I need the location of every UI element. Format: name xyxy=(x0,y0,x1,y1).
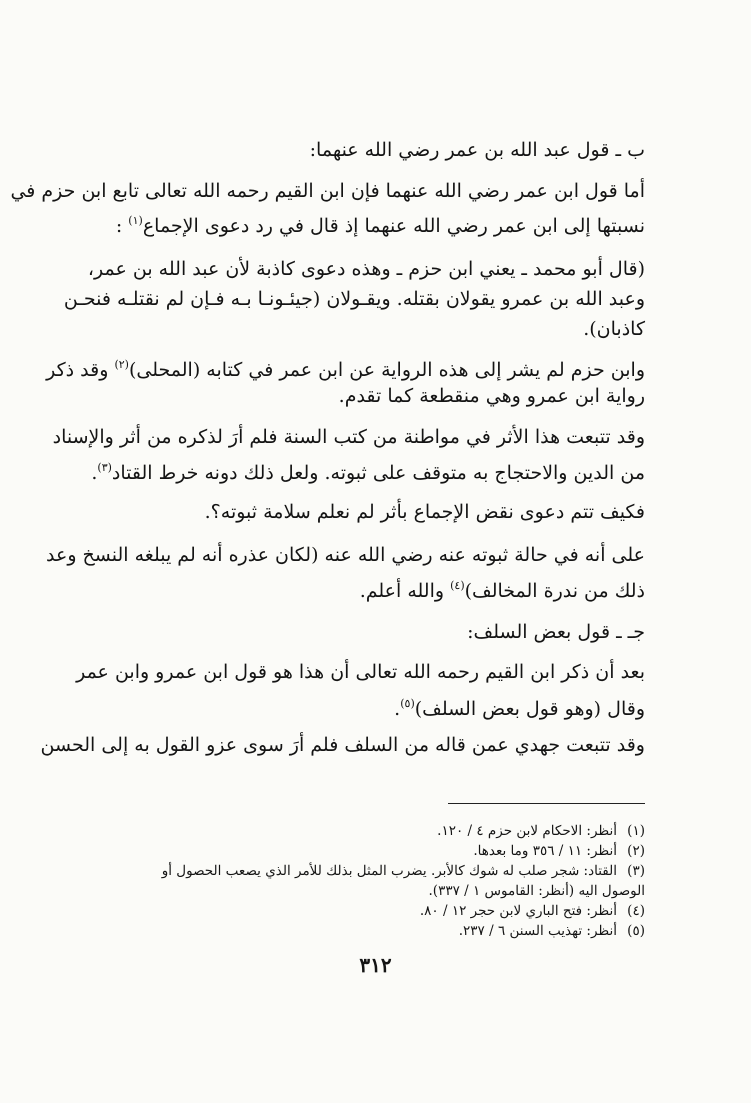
footnote-4: (٤)أنظر: فتح الباري لابن حجر ١٢ / ٨٠. xyxy=(419,903,645,919)
paragraph-line: من الدين والاحتجاج به متوقف على ثبوته. ولعل ذلك دونه خرط القتاد$^{(٣)}$. xyxy=(91,461,645,484)
quote-line: وعبد الله بن عمرو يقولان بقتله. ويقـولان (جيئـونـا بـه فـإن لم نقتلـه فنحـن xyxy=(63,288,645,310)
paragraph-line: أما قول ابن عمر رضي الله عنهما فإن ابن القيم رحمه الله تعالى تابع ابن حزم في xyxy=(10,180,645,202)
page-number: ٣١٢ xyxy=(359,953,392,977)
paragraph-line: وقد تتبعت جهدي عمن قاله من السلف فلم أرَ سوى عزو القول به إلى الحسن xyxy=(40,734,645,756)
footnote-3-continued: الوصول اليه (أنظر: القاموس ١ / ٣٣٧). xyxy=(428,883,645,899)
footnote-2: (٢)أنظر: ١١ / ٣٥٦ وما بعدها. xyxy=(473,843,645,859)
paragraph-line: وابن حزم لم يشر إلى هذه الرواية عن ابن عمر في كتابه (المحلى)$^{(٢)}$ وقد ذكر xyxy=(46,358,645,381)
quote-line: (قال أبو محمد ـ يعني ابن حزم ـ وهذه دعوى كاذبة لأن عبد الله بن عمر، xyxy=(87,258,645,280)
paragraph-line: نسبتها إلى ابن عمر رضي الله عنهما إذ قال في رد دعوى الإجماع$^{(١)}$ : xyxy=(115,214,645,237)
paragraph-line: فكيف تتم دعوى نقض الإجماع بأثر لم نعلم سلامة ثبوته؟. xyxy=(204,501,645,523)
footnote-ref: (٥) xyxy=(400,697,415,710)
footnote-ref: (٣) xyxy=(97,461,112,474)
paragraph-line: وقال (وهو قول بعض السلف)$^{(٥)}$. xyxy=(394,697,645,720)
footnote-ref: (٢) xyxy=(114,358,129,371)
paragraph-line: ذلك من ندرة المخالف)$^{(٤)}$ والله أعلم. xyxy=(359,579,645,602)
footnote-ref: (٤) xyxy=(450,579,465,592)
paragraph-line: على أنه في حالة ثبوته عنه رضي الله عنه (لكان عذره أنه لم يبلغه النسخ وعد xyxy=(46,544,645,566)
paragraph-line: بعد أن ذكر ابن القيم رحمه الله تعالى أن هذا هو قول ابن عمرو وابن عمر xyxy=(76,661,645,683)
footnote-3: (٣)القتاد: شجر صلب له شوك كالأبر. يضرب المثل بذلك للأمر الذي يصعب الحصول أو xyxy=(161,863,645,879)
footnote-5: (٥)أنظر: تهذيب السنن ٦ / ٢٣٧. xyxy=(458,923,645,939)
paragraph-line: وقد تتبعت هذا الأثر في مواطنة من كتب السنة فلم أرَ لذكره من أثر والإسناد xyxy=(52,426,645,448)
section-heading-j: جـ ـ قول بعض السلف: xyxy=(467,621,645,643)
footnote-separator xyxy=(448,803,645,804)
footnote-ref: (١) xyxy=(128,214,143,227)
footnote-1: (١)أنظر: الاحكام لابن حزم ٤ / ١٢٠. xyxy=(437,823,645,839)
section-heading-b: ب ـ قول عبد الله بن عمر رضي الله عنهما: xyxy=(309,139,645,161)
paragraph-line: رواية ابن عمرو وهي منقطعة كما تقدم. xyxy=(338,385,645,407)
quote-line: كاذبان). xyxy=(583,318,645,340)
